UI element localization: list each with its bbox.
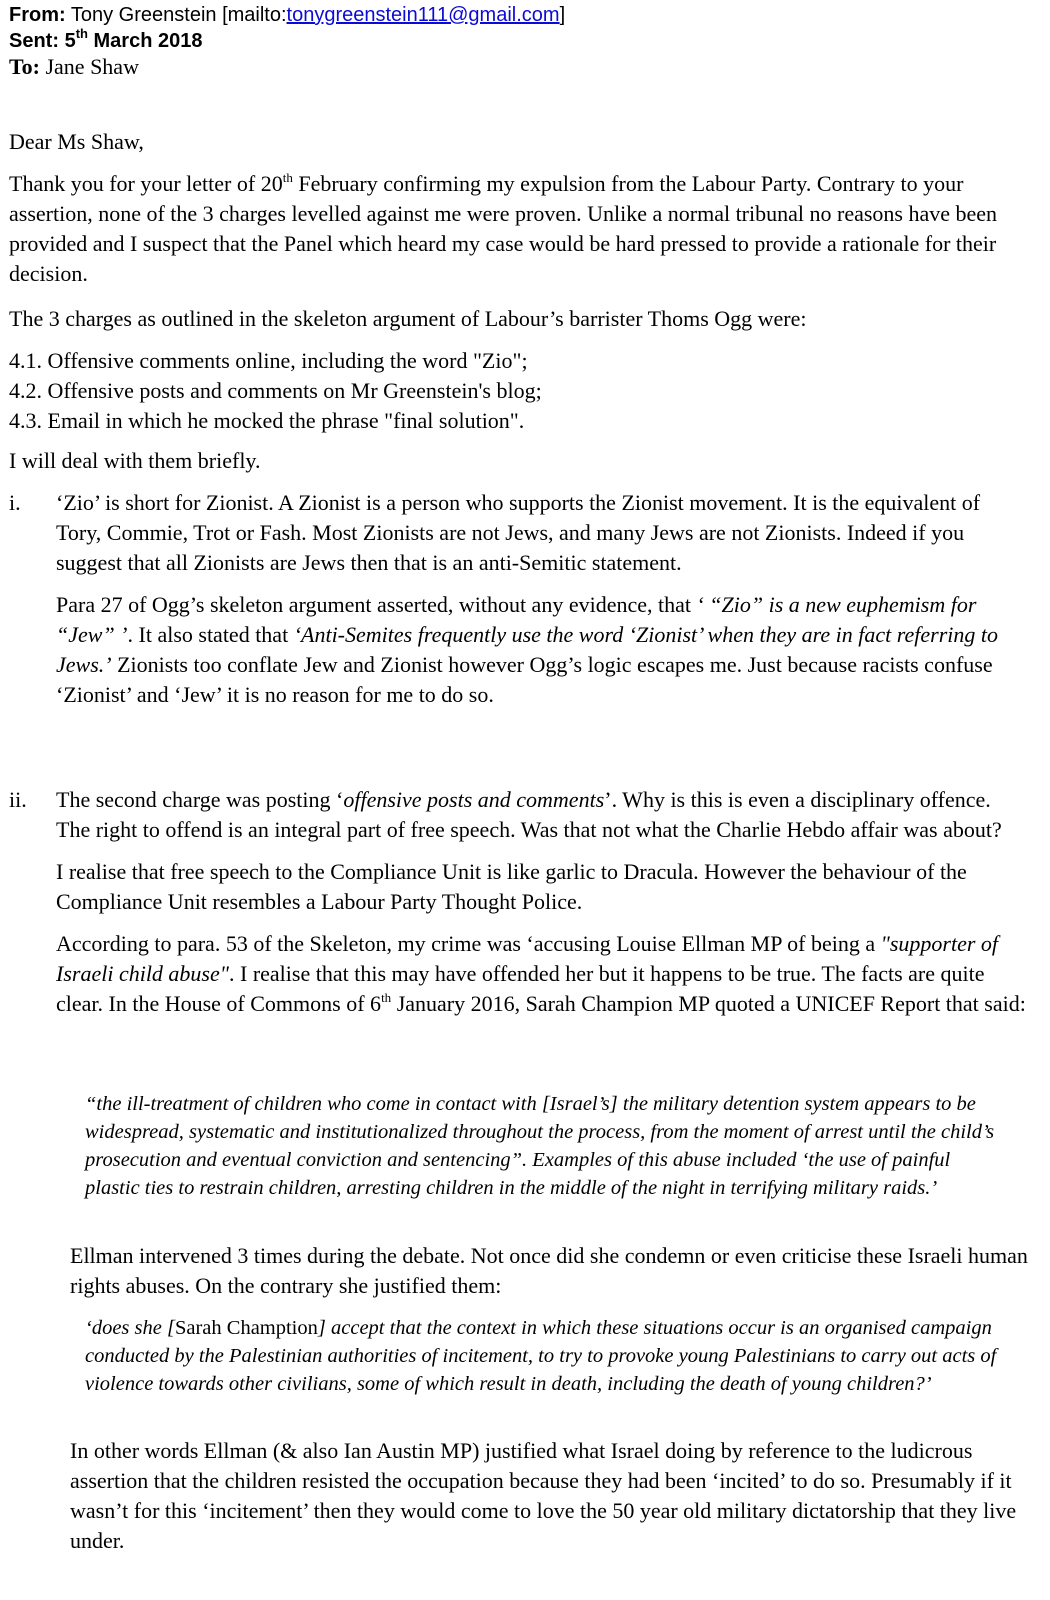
salutation: Dear Ms Shaw, [9,129,144,154]
sent-line [9,28,565,54]
ellman-intervened-para: Ellman intervened 3 times during the debate. Not once did she condemn or even criticise these Israeli human rights abuses. On the contrary she justified them: [70,1243,1028,1298]
email-header [9,2,565,80]
unicef-quote: “the ill-treatment of children who come in contact with [Israel’s] the military detention system appears to be widespread, systematic and institutionalized throughout the process, from the moment of arrest until the child’s prosecution and eventual conviction and sentencing”. Examples of this abuse included ‘the use of painful plastic ties to restrain children, arresting children in the middle of the night in terrifying military raids.’ [85,1093,995,1199]
closing-para: In other words Ellman (& also Ian Austin MP) justified what Israel doing by reference to the ludicrous assertion that the children resisted the occupation because they had been ‘incited’ to do so. Presumably if it wasn’t for this ‘incitement’ then they would come to love the 50 year old military dictatorship that they live under. [70,1438,1017,1553]
paragraph-deal-briefly: I will deal with them briefly. [9,448,261,473]
paragraph-charges-intro: The 3 charges as outlined in the skeleton argument of Labour’s barrister Thoms Ogg were: [9,306,807,331]
point-ii-number: ii. [9,787,27,812]
to-label: To: [9,54,40,79]
charge-item: 4.3. Email in which he mocked the phrase "final solution". [9,408,525,433]
charge-item: 4.1. Offensive comments online, including the word "Zio"; [9,348,528,373]
point-i-para-1: ‘Zio’ is short for Zionist. A Zionist is a person who supports the Zionist movement. It is the equivalent of Tory, Commie, Trot or Fash. Most Zionists are not Jews, and many Jews are not Zionists. Indeed if you suggest that all Zionists are Jews then that is an anti-Semitic statement. [56,490,981,575]
point-i [9,488,1029,710]
from-close: ] [559,4,566,26]
charges-list [9,346,1029,436]
from-label: From: [9,4,66,26]
paragraph-intro: Thank you for your letter of 20th February confirming my expulsion from the Labour Party. Contrary to your assertion, none of the 3 charges levelled against me were proven. Unlike a normal tribunal no reasons have been provided and I suspect that the Panel which heard my case would be hard pressed to provide a rationale for their decision. [9,170,998,286]
ellman-quote: ‘does she [Sarah Chamption] accept that the context in which these situations occur is an organised campaign conducted by the Palestinian authorities of incitement, to try to provoke young Palestinians to carry out acts of violence towards other civilians, some of which result in death, including the death of young children?’ [85,1317,997,1395]
from-email-link[interactable]: tonygreenstein111@gmail.com [286,4,560,26]
point-i-para-2: Para 27 of Ogg’s skeleton argument asserted, without any evidence, that ‘ “Zio” is a new euphemism for “Jew” ’. It also stated that ‘Anti-Semites frequently use the word ‘Zionist’ when they are in fact referring to Jews.’ Zionists too conflate Jew and Zionist however Ogg’s logic escapes me. Just because racists confuse ‘Zionist’ and ‘Jew’ it is no reason for me to do so. [56,592,998,707]
point-ii-para-1: The second charge was posting ‘offensive posts and comments’. Why is this is even a disciplinary offence. The right to offend is an integral part of free speech. Was that not what the Charlie Hebdo affair was about? [56,787,1002,842]
letter-page [9,0,1039,1600]
point-ii-para-2: I realise that free speech to the Compliance Unit is like garlic to Dracula. However the behaviour of the Compliance Unit resembles a Labour Party Thought Police. [56,859,967,914]
from-name: Tony Greenstein [mailto: [70,4,287,26]
point-ii [9,785,1029,1019]
point-ii-para-3: According to para. 53 of the Skeleton, my crime was ‘accusing Louise Ellman MP of being a "supporter of Israeli child abuse". I realise that this may have offended her but it happens to be true. The facts are quite clear. In the House of Commons of 6th January 2016, Sarah Champion MP quoted a UNICEF Report that said: [56,931,1026,1016]
charge-item: 4.2. Offensive posts and comments on Mr Greenstein's blog; [9,378,542,403]
sent-label: Sent: [9,30,59,52]
to-name: Jane Shaw [45,54,139,79]
point-i-number: i. [9,490,21,515]
to-line [9,54,565,80]
from-line [9,2,565,28]
sent-date: 5th March 2018 [64,26,203,52]
